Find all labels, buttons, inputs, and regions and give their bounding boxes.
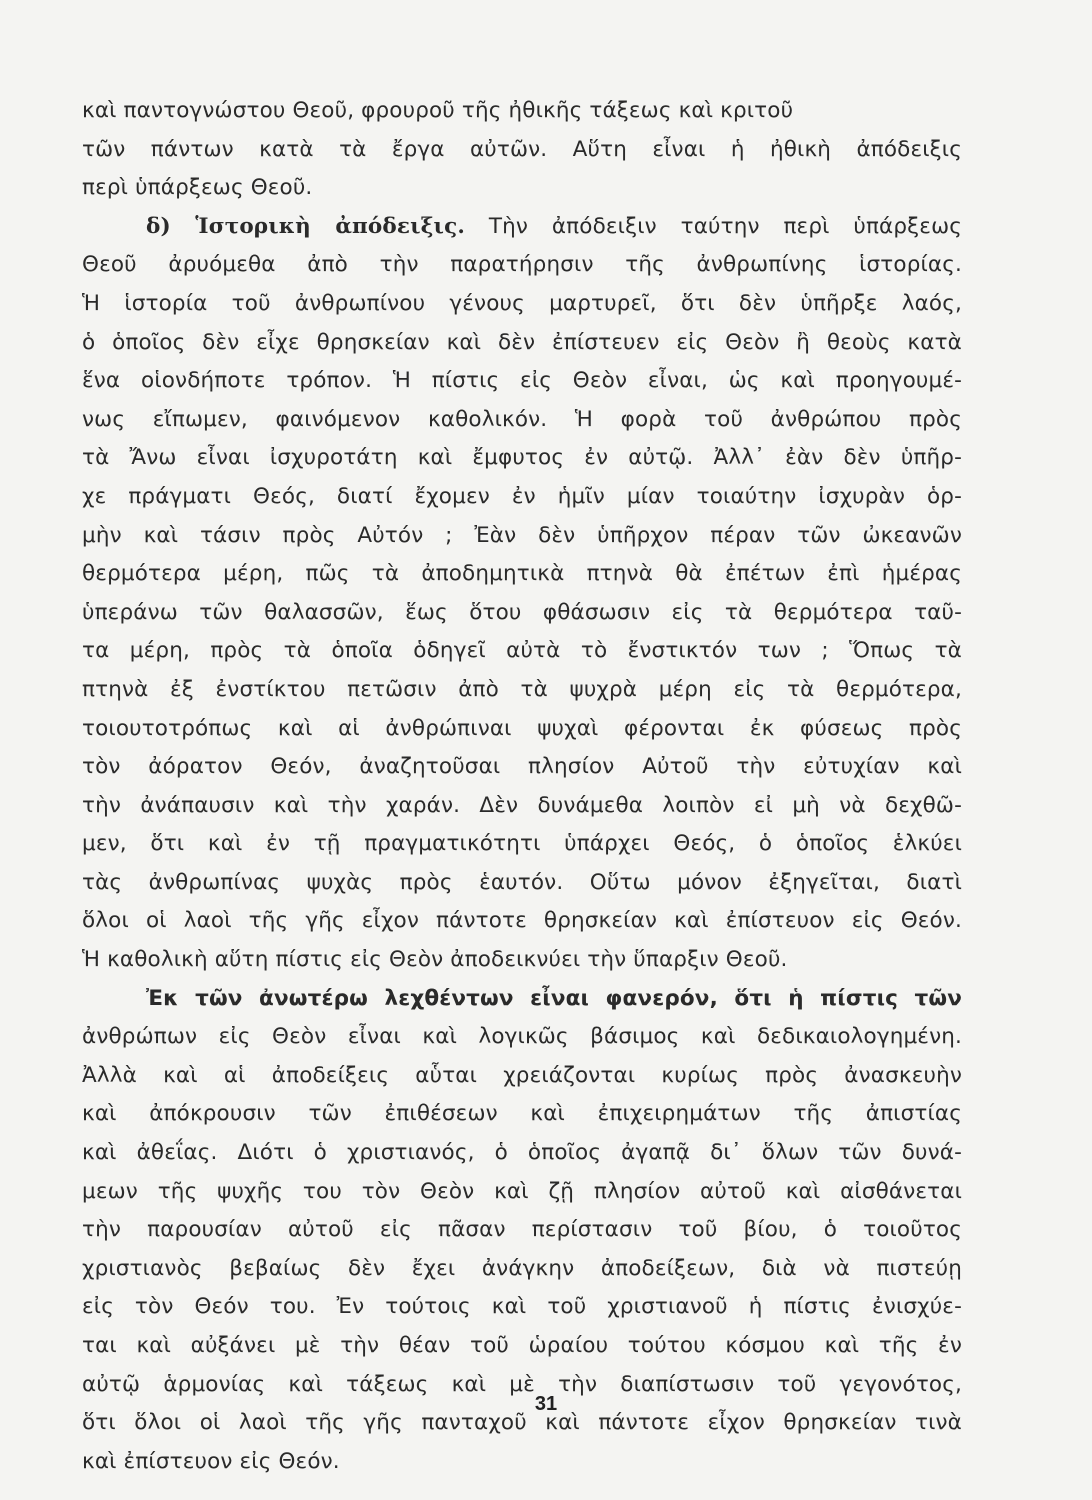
text-line: καὶ παντογνώστου Θεοῦ, φρουροῦ τῆς ἠθικῆς τάξεως καὶ κριτοῦ <box>82 98 794 123</box>
text-line: ὁ ὁποῖος δὲν εἶχε θρησκείαν καὶ δὲν ἐπίστευεν εἰς Θεὸν ἢ θεοὺς κατὰ <box>82 329 962 355</box>
text-line: μεων τῆς ψυχῆς του τὸν Θεὸν καὶ ζῇ πλησίον αὐτοῦ καὶ αἰσθάνεται <box>82 1178 962 1204</box>
text-line: ται καὶ αὐξάνει μὲ τὴν θέαν τοῦ ὡραίου τούτου κόσμου καὶ τῆς ἐν <box>82 1333 962 1358</box>
body-text <box>82 92 962 1481</box>
text-line: Ἐκ τῶν ἀνωτέρω λεχθέντων εἶναι φανερόν, ὅτι ἡ πίστις τῶν <box>146 985 962 1011</box>
text-line: περὶ ὑπάρξεως Θεοῦ. <box>82 175 313 201</box>
text-line: τῶν πάντων κατὰ τὰ ἔργα αὐτῶν. Αὕτη εἶναι ἡ ἠθικὴ ἀπόδειξις <box>82 136 962 162</box>
text-line: Θεοῦ ἀρυόμεθα ἀπὸ τὴν παρατήρησιν τῆς ἀνθρωπίνης ἱστορίας. <box>82 252 962 278</box>
text-line: μὴν καὶ τάσιν πρὸς Αὐτόν ; Ἐὰν δὲν ὑπῆρχον πέραν τῶν ὠκεανῶν <box>82 522 962 548</box>
text-line: μεν, ὅτι καὶ ἐν τῇ πραγματικότητι ὑπάρχει Θεός, ὁ ὁποῖος ἑλκύει <box>82 831 962 857</box>
text-line: ὑπεράνω τῶν θαλασσῶν, ἕως ὅτου φθάσωσιν εἰς τὰ θερμότερα ταῦ- <box>82 599 962 625</box>
text-line: χριστιανὸς βεβαίως δὲν ἔχει ἀνάγκην ἀποδείξεων, διὰ νὰ πιστεύῃ <box>82 1255 962 1281</box>
text-line: ἀνθρώπων εἰς Θεὸν εἶναι καὶ λογικῶς βάσιμος καὶ δεδικαιολογημένη. <box>82 1024 962 1050</box>
text-line: ἕνα οἱονδήποτε τρόπον. Ἡ πίστις εἰς Θεὸν εἶναι, ὡς καὶ προηγουμέ- <box>82 368 962 394</box>
text-line: αὐτῷ ἁρμονίας καὶ τάξεως καὶ μὲ τὴν διαπίστωσιν τοῦ γεγονότος, <box>82 1371 962 1397</box>
section-heading: δ) Ἱστορικὴ ἀπόδειξις. <box>146 213 465 239</box>
text-line: τὴν ἀνάπαυσιν καὶ τὴν χαράν. Δὲν δυνάμεθα λοιπὸν εἰ μὴ νὰ δεχθῶ- <box>82 792 962 818</box>
text-line: τὰς ἀνθρωπίνας ψυχὰς πρὸς ἑαυτόν. Οὕτω μόνον ἐξηγεῖται, διατὶ <box>82 869 962 895</box>
text-line: πτηνὰ ἐξ ἐνστίκτου πετῶσιν ἀπὸ τὰ ψυχρὰ μέρη εἰς τὰ θερμότερα, <box>82 676 962 702</box>
text-line: ὅλοι οἱ λαοὶ τῆς γῆς εἶχον πάντοτε θρησκείαν καὶ ἐπίστευον εἰς Θεόν. <box>82 908 962 934</box>
text-line: νως εἴπωμεν, φαινόμενον καθολικόν. Ἡ φορὰ τοῦ ἀνθρώπου πρὸς <box>82 406 962 432</box>
section-heading-line <box>82 208 962 247</box>
text-line: Τὴν ἀπόδειξιν ταύτην περὶ ὑπάρξεως <box>488 213 963 239</box>
text-line: καὶ ἐπίστευον εἰς Θεόν. <box>82 1448 340 1474</box>
text-line: Ἀλλὰ καὶ αἱ ἀποδείξεις αὗται χρειάζονται κυρίως πρὸς ἀνασκευὴν <box>82 1062 962 1088</box>
text-line: τὴν παρουσίαν αὐτοῦ εἰς πᾶσαν περίστασιν τοῦ βίου, ὁ τοιοῦτος <box>82 1217 962 1243</box>
text-line: εἰς τὸν Θεόν του. Ἐν τούτοις καὶ τοῦ χριστιανοῦ ἡ πίστις ἐνισχύε- <box>82 1294 962 1320</box>
text-line: τοιουτοτρόπως καὶ αἱ ἀνθρώπιναι ψυχαὶ φέρονται ἐκ φύσεως πρὸς <box>82 715 962 741</box>
text-line: καὶ ἀπόκρουσιν τῶν ἐπιθέσεων καὶ ἐπιχειρημάτων τῆς ἀπιστίας <box>82 1101 962 1127</box>
text-line: τὸν ἀόρατον Θεόν, ἀναζητοῦσαι πλησίον Αὐτοῦ τὴν εὐτυχίαν καὶ <box>82 754 962 780</box>
text-line: Ἡ καθολικὴ αὕτη πίστις εἰς Θεὸν ἀποδεικνύει τὴν ὕπαρξιν Θεοῦ. <box>82 947 788 973</box>
text-line: τα μέρη, πρὸς τὰ ὁποῖα ὁδηγεῖ αὐτὰ τὸ ἔνστικτόν των ; Ὅπως τὰ <box>82 638 962 664</box>
text-line: Ἡ ἱστορία τοῦ ἀνθρωπίνου γένους μαρτυρεῖ, ὅτι δὲν ὑπῆρξε λαός, <box>82 290 962 316</box>
text-line: χε πράγματι Θεός, διατί ἔχομεν ἐν ἡμῖν μίαν τοιαύτην ἰσχυρὰν ὁρ- <box>82 483 962 509</box>
text-line: τὰ Ἄνω εἶναι ἰσχυροτάτη καὶ ἔμφυτος ἐν αὐτῷ. Ἀλλ᾽ ἐὰν δὲν ὑπῆρ- <box>82 445 962 471</box>
text-line: θερμότερα μέρη, πῶς τὰ ἀποδημητικὰ πτηνὰ θὰ ἐπέτων ἐπὶ ἡμέρας <box>82 561 962 587</box>
text-line: ὅτι ὅλοι οἱ λαοὶ τῆς γῆς πανταχοῦ καὶ πάντοτε εἶχον θρησκείαν τινὰ <box>82 1410 962 1436</box>
text-line: καὶ ἀθεΐας. Διότι ὁ χριστιανός, ὁ ὁποῖος ἀγαπᾷ δι᾽ ὅλων τῶν δυνά- <box>82 1140 962 1166</box>
page-number: 31 <box>534 1393 558 1415</box>
